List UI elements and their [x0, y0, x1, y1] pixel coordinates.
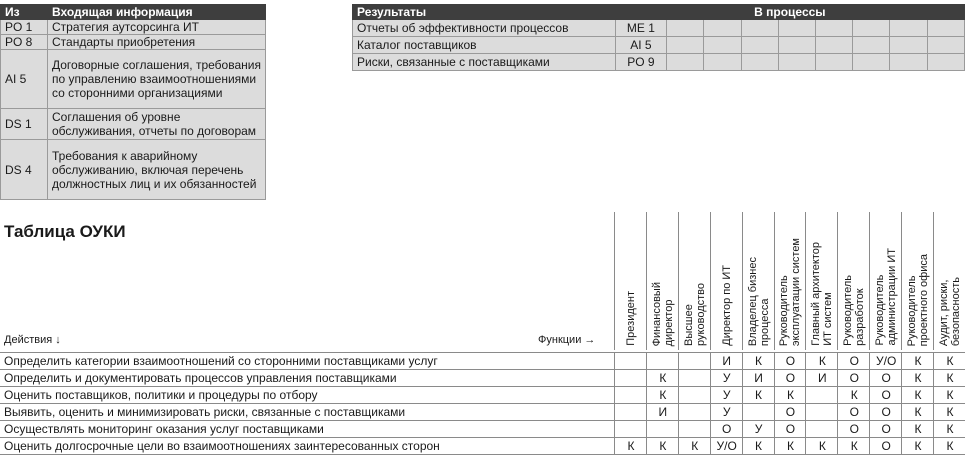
raci-cell: К	[901, 387, 934, 403]
raci-cell	[805, 404, 838, 420]
actions-label: Действия ↓	[4, 334, 61, 346]
raci-cell: К	[678, 438, 711, 454]
raci-cell: К	[933, 438, 965, 454]
raci-cell: К	[742, 387, 775, 403]
output-process-code: PO 9	[615, 54, 666, 71]
role-label: Аудит, риски, безопасность	[937, 276, 962, 346]
raci-cell	[805, 421, 838, 437]
raci-cell: О	[837, 421, 870, 437]
raci-row	[0, 386, 965, 403]
raci-cell: О	[837, 353, 870, 369]
raci-title: Таблица ОУКИ	[4, 222, 126, 241]
raci-cell: К	[901, 421, 934, 437]
raci-row	[0, 437, 965, 455]
raci-cell: К	[646, 387, 679, 403]
output-name: Риски, связанные с поставщиками	[353, 54, 616, 71]
input-code: PO 1	[1, 20, 48, 35]
raci-cell: И	[742, 370, 775, 386]
raci-cell: О	[774, 370, 807, 386]
raci-cell: К	[646, 370, 679, 386]
outputs-row	[353, 20, 965, 37]
role-header	[614, 212, 647, 350]
raci-cell: О	[774, 353, 807, 369]
raci-cell: К	[805, 353, 838, 369]
raci-action: Оценить поставщиков, политики и процедуры по отбору	[4, 388, 318, 402]
raci-action: Определить и документировать процессов управления поставщиками	[4, 371, 397, 385]
outputs-row	[353, 37, 965, 54]
functions-label: Функции →	[538, 334, 596, 346]
input-code: PO 8	[1, 35, 48, 50]
raci-cell: И	[646, 404, 679, 420]
output-name: Отчеты об эффективности процессов	[353, 20, 616, 37]
raci-cell: О	[837, 404, 870, 420]
raci-cell	[742, 404, 775, 420]
inputs-header-row	[1, 5, 266, 20]
output-process-code: AI 5	[615, 37, 666, 54]
raci-cell: О	[774, 421, 807, 437]
raci-cell	[646, 421, 679, 437]
raci-cell: К	[933, 353, 965, 369]
outputs-header-row	[353, 5, 965, 20]
role-label: Президент	[624, 291, 637, 346]
raci-cell: К	[805, 438, 838, 454]
input-text: Соглашения об уровне обслуживания, отчеты по договорам	[48, 109, 266, 140]
raci-cell: О	[774, 404, 807, 420]
role-label: Главный архитектор ИТ систем	[810, 242, 835, 346]
raci-cell: К	[933, 370, 965, 386]
inputs-row	[1, 109, 266, 140]
raci-cell: И	[805, 370, 838, 386]
raci-cell: К	[901, 404, 934, 420]
inputs-row	[1, 50, 266, 109]
raci-cell	[678, 404, 711, 420]
role-header	[774, 212, 807, 350]
raci-cell	[646, 353, 679, 369]
role-header	[678, 212, 711, 350]
input-text: Договорные соглашения, требования по управлению взаимоотношениями со сторонними организациями	[48, 50, 266, 109]
outputs-row	[353, 54, 965, 71]
raci-cell: К	[901, 438, 934, 454]
role-label: Руководитель проектного офиса	[906, 253, 931, 346]
role-label: Высшее руководство	[682, 283, 707, 346]
raci-cell: У/О	[869, 353, 902, 369]
inputs-row	[1, 140, 266, 200]
raci-cell	[678, 370, 711, 386]
raci-cell	[678, 387, 711, 403]
raci-cell: К	[774, 387, 807, 403]
raci-cell: И	[710, 353, 743, 369]
raci-cell: О	[869, 370, 902, 386]
raci-cell: О	[869, 387, 902, 403]
raci-cell: У	[710, 387, 743, 403]
raci-cell	[614, 421, 647, 437]
raci-row	[0, 420, 965, 437]
raci-cell: О	[837, 370, 870, 386]
raci-cell: У	[710, 370, 743, 386]
raci-action: Осуществлять мониторинг оказания услуг поставщиками	[4, 422, 324, 436]
role-header	[901, 212, 934, 350]
role-header	[933, 212, 965, 350]
input-text: Стратегия аутсорсинга ИТ	[48, 20, 266, 35]
raci-row	[0, 403, 965, 420]
role-label: Директор по ИТ	[720, 265, 733, 346]
raci-cell: К	[614, 438, 647, 454]
role-label: Владелец бизнес процесса	[746, 256, 771, 346]
raci-cell	[614, 353, 647, 369]
raci-cell: К	[742, 438, 775, 454]
inputs-header-from: Из	[1, 5, 48, 20]
raci-cell: К	[933, 387, 965, 403]
raci-cell: О	[710, 421, 743, 437]
outputs-table	[352, 4, 965, 71]
raci-cell: О	[869, 438, 902, 454]
role-header	[837, 212, 870, 350]
role-header	[710, 212, 743, 350]
role-header	[869, 212, 902, 350]
raci-cell: У	[742, 421, 775, 437]
role-label: Руководитель администрации ИТ	[874, 248, 899, 346]
raci-cell: К	[646, 438, 679, 454]
raci-cell	[678, 421, 711, 437]
raci-cell: У/О	[710, 438, 743, 454]
role-label: Руководитель разработок	[842, 275, 867, 346]
raci-cell	[614, 370, 647, 386]
raci-cell	[805, 387, 838, 403]
raci-cell	[678, 353, 711, 369]
raci-cell	[614, 387, 647, 403]
raci-action: Оценить долгосрочные цели во взаимоотношениях заинтересованных сторон	[4, 439, 440, 453]
raci-cell: К	[837, 438, 870, 454]
inputs-row	[1, 35, 266, 50]
role-label: Финансовый директор	[650, 281, 675, 346]
raci-cell	[614, 404, 647, 420]
inputs-row	[1, 20, 266, 35]
raci-cell: У	[710, 404, 743, 420]
raci-row	[0, 352, 965, 369]
raci-cell: К	[933, 404, 965, 420]
raci-cell: К	[901, 353, 934, 369]
raci-cell: К	[774, 438, 807, 454]
role-header	[646, 212, 679, 350]
raci-cell: К	[837, 387, 870, 403]
input-text: Требования к аварийному обслуживанию, включая перечень должностных лиц и их обязанностей	[48, 140, 266, 200]
raci-row	[0, 369, 965, 386]
raci-cell: О	[869, 404, 902, 420]
role-label: Руководитель эксплуатации систем	[778, 237, 803, 346]
output-process-code: ME 1	[615, 20, 666, 37]
raci-cell: К	[933, 421, 965, 437]
raci-cell: К	[742, 353, 775, 369]
input-code: DS 1	[1, 109, 48, 140]
raci-cell: К	[901, 370, 934, 386]
raci-action: Выявить, оценить и минимизировать риски, связанные с поставщиками	[4, 405, 406, 419]
raci-cell: О	[869, 421, 902, 437]
input-code: DS 4	[1, 140, 48, 200]
role-header	[805, 212, 838, 350]
inputs-table	[0, 4, 266, 200]
output-name: Каталог поставщиков	[353, 37, 616, 54]
inputs-header-info: Входящая информация	[48, 5, 266, 20]
input-code: AI 5	[1, 50, 48, 109]
outputs-header-results: Результаты	[353, 5, 616, 20]
outputs-header-processes: В процессы	[615, 5, 964, 20]
raci-action: Определить категории взаимоотношений со сторонними поставщиками услуг	[4, 354, 438, 368]
input-text: Стандарты приобретения	[48, 35, 266, 50]
role-header	[742, 212, 775, 350]
